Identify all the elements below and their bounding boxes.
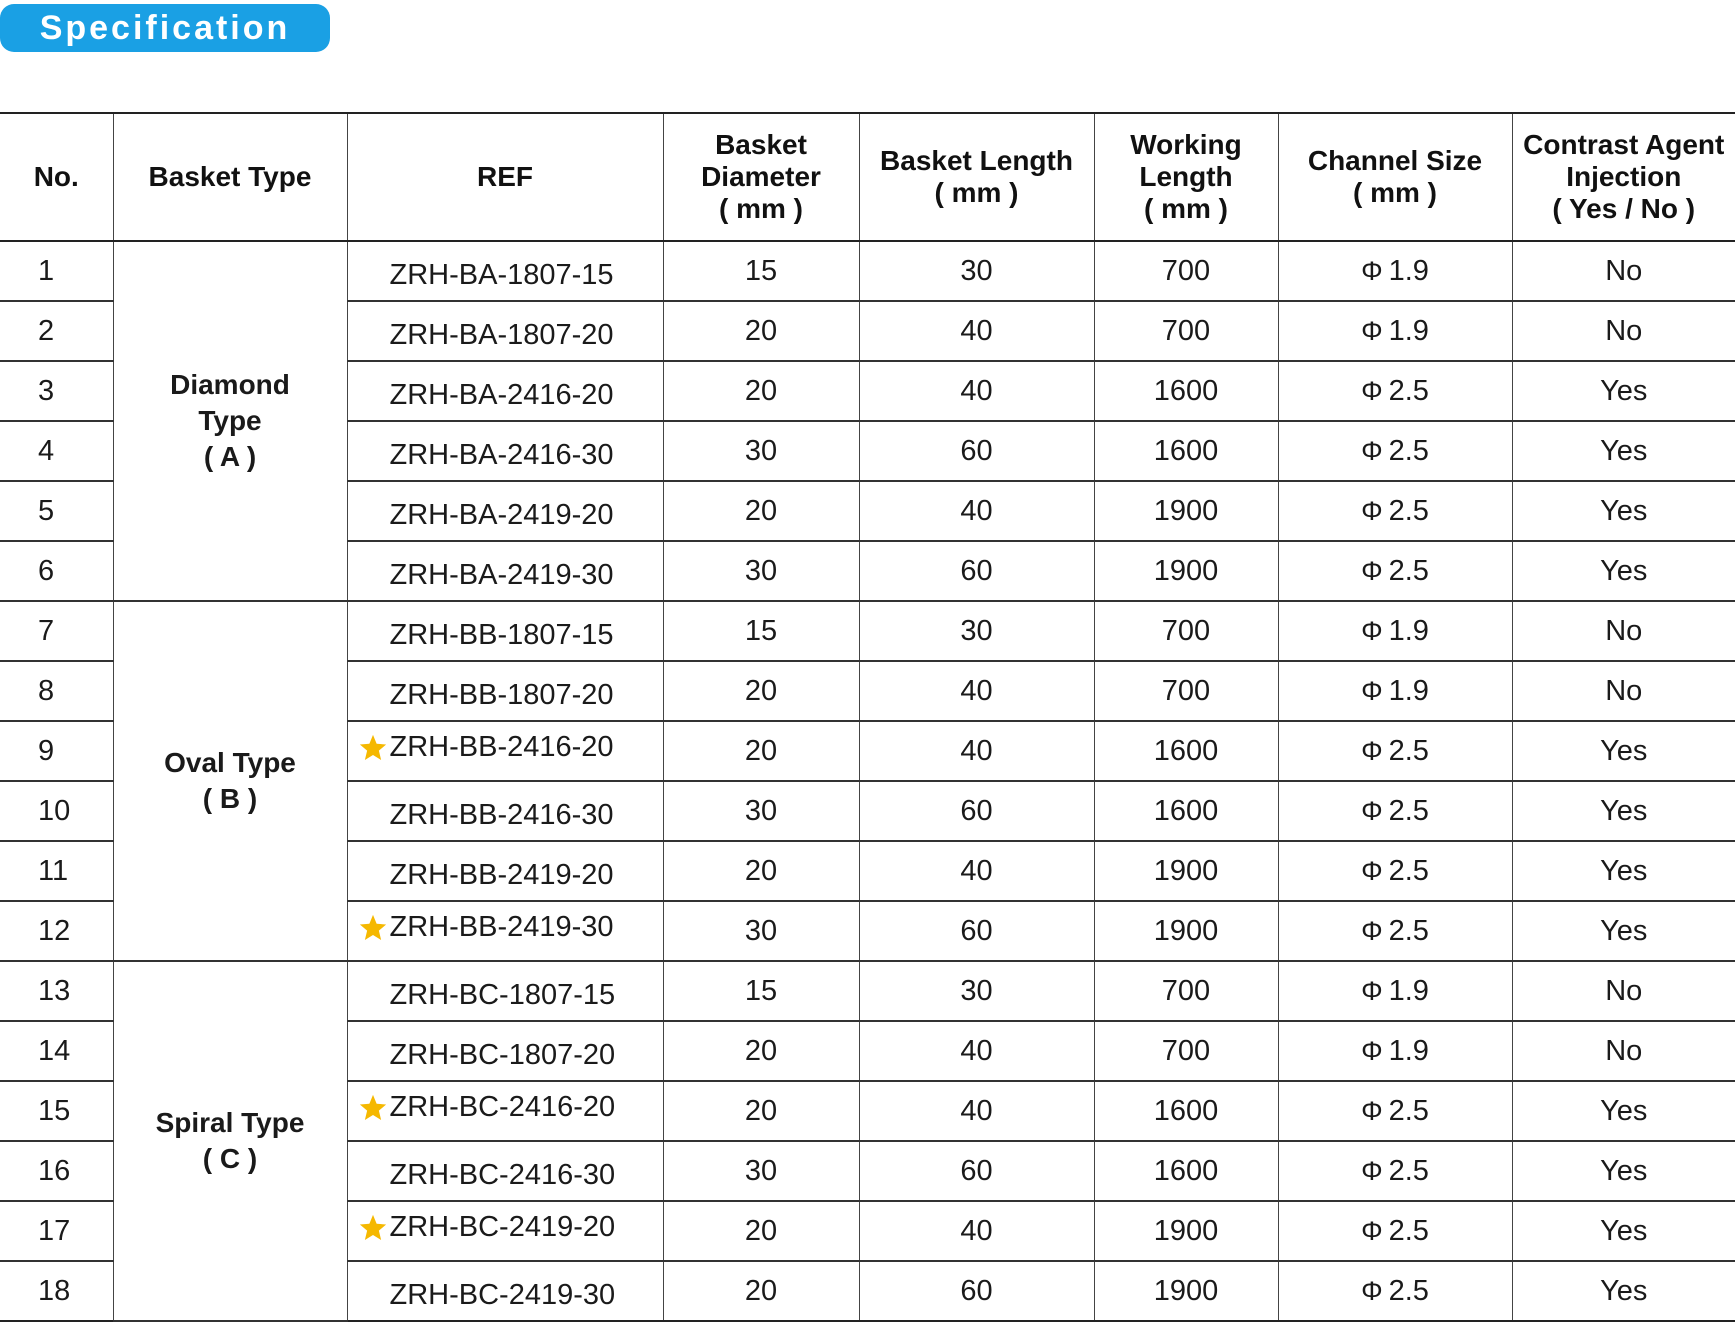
- channel-value: 1.9: [1388, 974, 1429, 1007]
- cell-no: 16: [0, 1141, 113, 1201]
- header-basket-diameter: [663, 113, 859, 241]
- diameter-symbol: Φ: [1361, 915, 1383, 946]
- channel-value: 1.9: [1388, 674, 1429, 707]
- diameter-symbol: Φ: [1361, 735, 1383, 766]
- cell-basket-diameter: 20: [663, 1081, 859, 1141]
- table-body: [0, 241, 1735, 1321]
- cell-basket-length: 60: [859, 541, 1094, 601]
- diameter-symbol: Φ: [1361, 1215, 1383, 1246]
- cell-ref: [347, 421, 663, 481]
- cell-working-length: 1900: [1094, 901, 1278, 961]
- channel-value: 2.5: [1388, 554, 1429, 587]
- cell-basket-length: 40: [859, 361, 1094, 421]
- channel-value: 2.5: [1388, 1154, 1429, 1187]
- cell-channel-size: [1278, 1261, 1512, 1321]
- cell-ref: [347, 541, 663, 601]
- cell-working-length: 700: [1094, 961, 1278, 1021]
- ref-code: ZRH-BB-2416-20: [389, 731, 614, 764]
- cell-basket-diameter: 20: [663, 1021, 859, 1081]
- cell-basket-diameter: 20: [663, 481, 859, 541]
- header-contrast-agent: [1512, 113, 1735, 241]
- cell-ref: [347, 241, 663, 301]
- cell-channel-size: [1278, 661, 1512, 721]
- section-title-badge: Specification: [0, 4, 330, 52]
- header-line: Injection: [1566, 161, 1682, 192]
- table-row: [0, 961, 1735, 1021]
- diameter-symbol: Φ: [1361, 495, 1383, 526]
- cell-contrast-agent: No: [1512, 1021, 1735, 1081]
- diameter-symbol: Φ: [1361, 255, 1383, 286]
- cell-contrast-agent: Yes: [1512, 1141, 1735, 1201]
- cell-basket-diameter: 30: [663, 901, 859, 961]
- cell-basket-length: 40: [859, 481, 1094, 541]
- header-line: ( mm ): [719, 193, 803, 224]
- cell-channel-size: [1278, 1141, 1512, 1201]
- cell-channel-size: [1278, 781, 1512, 841]
- cell-contrast-agent: No: [1512, 601, 1735, 661]
- cell-working-length: 1900: [1094, 841, 1278, 901]
- cell-ref: [347, 661, 663, 721]
- diameter-symbol: Φ: [1361, 375, 1383, 406]
- cell-working-length: 1600: [1094, 421, 1278, 481]
- cell-contrast-agent: Yes: [1512, 721, 1735, 781]
- cell-basket-length: 60: [859, 1261, 1094, 1321]
- cell-channel-size: [1278, 241, 1512, 301]
- ref-code: ZRH-BC-1807-20: [389, 1038, 616, 1071]
- cell-ref: [347, 841, 663, 901]
- cell-contrast-agent: No: [1512, 961, 1735, 1021]
- star-icon: [358, 1213, 388, 1243]
- header-line: Diameter: [701, 161, 821, 192]
- channel-value: 2.5: [1388, 1214, 1429, 1247]
- header-ref: REF: [347, 113, 663, 241]
- header-line: Contrast Agent: [1523, 129, 1725, 160]
- cell-basket-length: 60: [859, 421, 1094, 481]
- diameter-symbol: Φ: [1361, 315, 1383, 346]
- cell-contrast-agent: Yes: [1512, 421, 1735, 481]
- cell-ref: [347, 961, 663, 1021]
- cell-basket-length: 30: [859, 241, 1094, 301]
- cell-contrast-agent: Yes: [1512, 1081, 1735, 1141]
- cell-ref: [347, 721, 663, 781]
- cell-no: 10: [0, 781, 113, 841]
- cell-no: 14: [0, 1021, 113, 1081]
- cell-basket-diameter: 30: [663, 1141, 859, 1201]
- cell-working-length: 700: [1094, 301, 1278, 361]
- cell-basket-type: [113, 961, 347, 1321]
- channel-value: 2.5: [1388, 734, 1429, 767]
- cell-contrast-agent: No: [1512, 661, 1735, 721]
- cell-no: 17: [0, 1201, 113, 1261]
- cell-working-length: 1600: [1094, 361, 1278, 421]
- channel-value: 1.9: [1388, 314, 1429, 347]
- cell-channel-size: [1278, 601, 1512, 661]
- ref-code: ZRH-BA-1807-15: [389, 258, 614, 291]
- cell-channel-size: [1278, 361, 1512, 421]
- diameter-symbol: Φ: [1361, 435, 1383, 466]
- cell-basket-diameter: 20: [663, 661, 859, 721]
- cell-basket-diameter: 20: [663, 721, 859, 781]
- cell-no: 2: [0, 301, 113, 361]
- cell-basket-diameter: 20: [663, 301, 859, 361]
- channel-value: 2.5: [1388, 434, 1429, 467]
- cell-no: 13: [0, 961, 113, 1021]
- cell-basket-length: 60: [859, 781, 1094, 841]
- header-channel-size: [1278, 113, 1512, 241]
- cell-no: 1: [0, 241, 113, 301]
- cell-no: 5: [0, 481, 113, 541]
- cell-ref: [347, 1081, 663, 1141]
- cell-working-length: 1900: [1094, 1201, 1278, 1261]
- channel-value: 2.5: [1388, 494, 1429, 527]
- cell-working-length: 1600: [1094, 781, 1278, 841]
- cell-basket-diameter: 30: [663, 421, 859, 481]
- cell-basket-diameter: 20: [663, 841, 859, 901]
- cell-channel-size: [1278, 1201, 1512, 1261]
- cell-ref: [347, 601, 663, 661]
- cell-channel-size: [1278, 721, 1512, 781]
- cell-no: 11: [0, 841, 113, 901]
- diameter-symbol: Φ: [1361, 795, 1383, 826]
- diameter-symbol: Φ: [1361, 975, 1383, 1006]
- ref-code: ZRH-BC-2419-20: [389, 1211, 616, 1244]
- cell-no: 18: [0, 1261, 113, 1321]
- cell-ref: [347, 1021, 663, 1081]
- basket-type-line: ( A ): [203, 441, 257, 472]
- cell-basket-length: 40: [859, 1201, 1094, 1261]
- channel-value: 2.5: [1388, 854, 1429, 887]
- cell-no: 7: [0, 601, 113, 661]
- cell-basket-diameter: 15: [663, 961, 859, 1021]
- ref-code: ZRH-BC-2419-30: [389, 1278, 616, 1311]
- cell-contrast-agent: Yes: [1512, 841, 1735, 901]
- cell-contrast-agent: Yes: [1512, 781, 1735, 841]
- cell-channel-size: [1278, 301, 1512, 361]
- header-line: Basket Length: [880, 145, 1073, 176]
- basket-type-line: ( B ): [202, 783, 258, 814]
- header-line: Length: [1139, 161, 1233, 192]
- star-icon: [358, 733, 388, 763]
- header-row: [0, 113, 1735, 241]
- star-icon: [358, 913, 388, 943]
- cell-no: 3: [0, 361, 113, 421]
- header-working-length: [1094, 113, 1278, 241]
- cell-basket-length: 40: [859, 301, 1094, 361]
- cell-contrast-agent: No: [1512, 301, 1735, 361]
- cell-basket-length: 40: [859, 1081, 1094, 1141]
- diameter-symbol: Φ: [1361, 555, 1383, 586]
- cell-ref: [347, 481, 663, 541]
- cell-basket-type: [113, 241, 347, 601]
- ref-code: ZRH-BC-1807-15: [389, 978, 616, 1011]
- ref-code: ZRH-BC-2416-20: [389, 1091, 616, 1124]
- cell-basket-length: 40: [859, 1021, 1094, 1081]
- ref-code: ZRH-BA-2419-20: [389, 498, 614, 531]
- cell-no: 4: [0, 421, 113, 481]
- channel-value: 1.9: [1388, 1034, 1429, 1067]
- cell-basket-diameter: 20: [663, 1201, 859, 1261]
- cell-ref: [347, 781, 663, 841]
- channel-value: 2.5: [1388, 914, 1429, 947]
- basket-type-line: Spiral Type: [155, 1107, 305, 1138]
- basket-type-line: Oval Type: [164, 747, 296, 778]
- cell-basket-type: [113, 601, 347, 961]
- diameter-symbol: Φ: [1361, 675, 1383, 706]
- cell-contrast-agent: Yes: [1512, 541, 1735, 601]
- diameter-symbol: Φ: [1361, 1155, 1383, 1186]
- channel-value: 2.5: [1388, 1274, 1429, 1307]
- cell-basket-length: 60: [859, 901, 1094, 961]
- channel-value: 1.9: [1388, 254, 1429, 287]
- header-basket-type: Basket Type: [113, 113, 347, 241]
- cell-working-length: 700: [1094, 1021, 1278, 1081]
- basket-type-line: ( C ): [202, 1143, 258, 1174]
- specification-table: [0, 112, 1735, 1322]
- star-icon: [358, 1093, 388, 1123]
- cell-basket-diameter: 20: [663, 361, 859, 421]
- cell-basket-diameter: 15: [663, 601, 859, 661]
- cell-basket-length: 30: [859, 601, 1094, 661]
- basket-type-line: Type: [198, 405, 262, 436]
- cell-basket-length: 40: [859, 841, 1094, 901]
- basket-type-line: Diamond: [170, 369, 290, 400]
- cell-basket-length: 40: [859, 721, 1094, 781]
- cell-no: 8: [0, 661, 113, 721]
- cell-working-length: 700: [1094, 601, 1278, 661]
- cell-working-length: 1600: [1094, 1141, 1278, 1201]
- channel-value: 1.9: [1388, 614, 1429, 647]
- cell-contrast-agent: Yes: [1512, 361, 1735, 421]
- header-line: ( mm ): [1144, 193, 1228, 224]
- cell-basket-length: 60: [859, 1141, 1094, 1201]
- cell-ref: [347, 361, 663, 421]
- diameter-symbol: Φ: [1361, 855, 1383, 886]
- cell-basket-length: 40: [859, 661, 1094, 721]
- ref-code: ZRH-BB-1807-20: [389, 678, 614, 711]
- cell-basket-diameter: 30: [663, 541, 859, 601]
- cell-channel-size: [1278, 1021, 1512, 1081]
- cell-channel-size: [1278, 541, 1512, 601]
- cell-contrast-agent: No: [1512, 241, 1735, 301]
- header-line: ( mm ): [934, 177, 1019, 208]
- table-row: [0, 601, 1735, 661]
- channel-value: 2.5: [1388, 374, 1429, 407]
- ref-code: ZRH-BB-1807-15: [389, 618, 614, 651]
- ref-code: ZRH-BA-2416-30: [389, 438, 614, 471]
- header-line: Basket: [715, 129, 807, 160]
- cell-working-length: 700: [1094, 661, 1278, 721]
- ref-code: ZRH-BB-2419-20: [389, 858, 614, 891]
- cell-contrast-agent: Yes: [1512, 481, 1735, 541]
- cell-channel-size: [1278, 961, 1512, 1021]
- channel-value: 2.5: [1388, 1094, 1429, 1127]
- header-line: ( Yes / No ): [1552, 193, 1696, 224]
- header-line: ( mm ): [1353, 177, 1437, 208]
- cell-working-length: 1900: [1094, 481, 1278, 541]
- cell-ref: [347, 1141, 663, 1201]
- diameter-symbol: Φ: [1361, 1035, 1383, 1066]
- cell-contrast-agent: Yes: [1512, 1261, 1735, 1321]
- cell-channel-size: [1278, 901, 1512, 961]
- diameter-symbol: Φ: [1361, 1095, 1383, 1126]
- cell-working-length: 1900: [1094, 541, 1278, 601]
- cell-ref: [347, 901, 663, 961]
- cell-basket-diameter: 15: [663, 241, 859, 301]
- cell-basket-diameter: 30: [663, 781, 859, 841]
- table-row: [0, 241, 1735, 301]
- cell-channel-size: [1278, 1081, 1512, 1141]
- header-line: Channel Size: [1307, 145, 1483, 176]
- cell-channel-size: [1278, 841, 1512, 901]
- cell-working-length: 1900: [1094, 1261, 1278, 1321]
- ref-code: ZRH-BA-2419-30: [389, 558, 614, 591]
- diameter-symbol: Φ: [1361, 1275, 1383, 1306]
- cell-no: 12: [0, 901, 113, 961]
- cell-ref: [347, 301, 663, 361]
- cell-no: 9: [0, 721, 113, 781]
- cell-ref: [347, 1261, 663, 1321]
- cell-contrast-agent: Yes: [1512, 1201, 1735, 1261]
- cell-channel-size: [1278, 481, 1512, 541]
- header-basket-length: [859, 113, 1094, 241]
- header-no: No.: [0, 113, 113, 241]
- ref-code: ZRH-BA-1807-20: [389, 318, 614, 351]
- cell-working-length: 1600: [1094, 721, 1278, 781]
- diameter-symbol: Φ: [1361, 615, 1383, 646]
- cell-ref: [347, 1201, 663, 1261]
- ref-code: ZRH-BB-2419-30: [389, 911, 614, 944]
- ref-code: ZRH-BC-2416-30: [389, 1158, 616, 1191]
- cell-working-length: 1600: [1094, 1081, 1278, 1141]
- cell-contrast-agent: Yes: [1512, 901, 1735, 961]
- channel-value: 2.5: [1388, 794, 1429, 827]
- cell-no: 15: [0, 1081, 113, 1141]
- cell-basket-length: 30: [859, 961, 1094, 1021]
- header-line: Working: [1130, 129, 1242, 160]
- cell-no: 6: [0, 541, 113, 601]
- ref-code: ZRH-BA-2416-20: [389, 378, 614, 411]
- ref-code: ZRH-BB-2416-30: [389, 798, 614, 831]
- cell-working-length: 700: [1094, 241, 1278, 301]
- cell-channel-size: [1278, 421, 1512, 481]
- cell-basket-diameter: 20: [663, 1261, 859, 1321]
